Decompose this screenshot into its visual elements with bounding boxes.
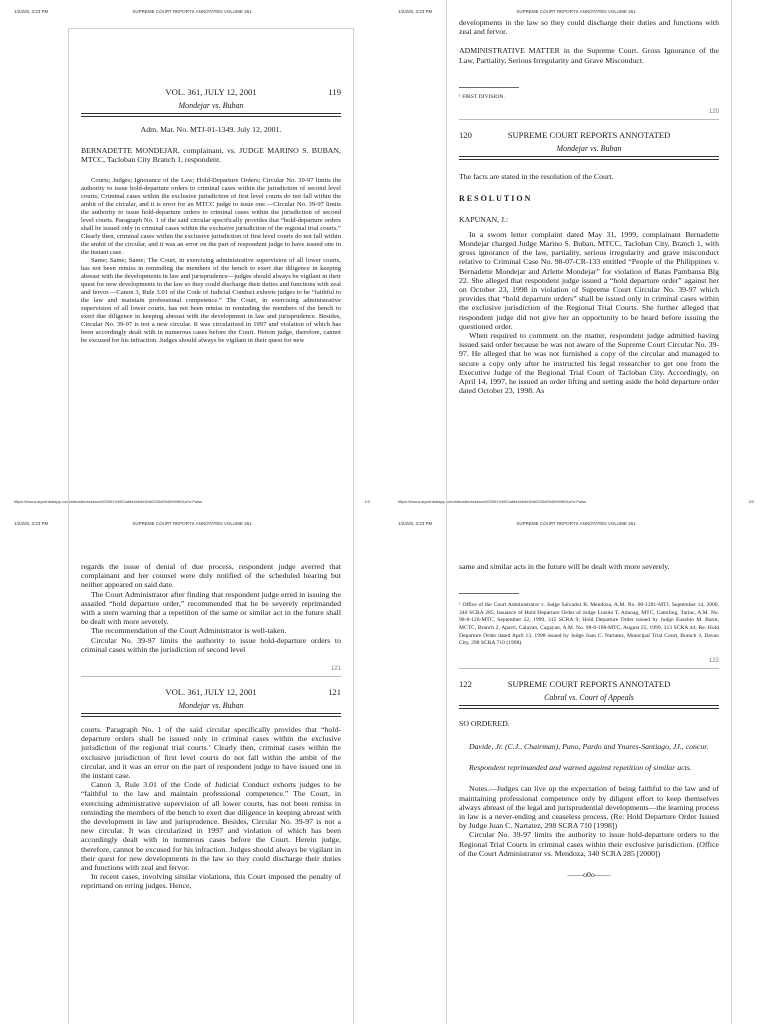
report-page-121 [68, 512, 354, 1024]
paragraph-circular: Circular No. 39-97 limits the authority to issue hold-departure orders to criminal cases within the jurisdiction of second level [81, 635, 341, 654]
print-header [14, 9, 370, 17]
case-subtitle: Mondejar vs. Buban [81, 701, 341, 714]
paragraph-continued: same and similar acts in the future will be dealt with more severely. [459, 562, 670, 571]
page-number: 120 [459, 130, 472, 141]
print-date: 1/23/25, 3:23 PM [398, 9, 433, 14]
page-number: 121 [328, 687, 341, 698]
facts-note: The facts are stated in the resolution of the Court. [459, 172, 614, 182]
print-title: SUPREME COURT REPORTS ANNOTATED VOLUME 361 [132, 521, 252, 526]
paragraph-courts: courts. Paragraph No. 1 of the said circular specifically provides that “hold-departure orders shall be issued only in criminal cases within the exclusive jurisdiction of the regional trial courts.’ Clearly then, criminal cases within the exclusive jurisdiction of first level courts do not fall within the ambit of the circular, and it was an error on the part of respondent judge to have issued one in the instant case. [81, 725, 341, 781]
volume-date: VOL. 361, JULY 12, 2001 [165, 87, 257, 97]
reporter-title: SUPREME COURT REPORTS ANNOTATED [507, 130, 671, 141]
print-title: SUPREME COURT REPORTS ANNOTATED VOLUME 361 [516, 521, 636, 526]
resolution-heading: RESOLUTION [459, 193, 533, 203]
case-subtitle: Cabral vs. Court of Appeals [459, 693, 719, 706]
running-head [459, 130, 719, 144]
print-date: 1/23/25, 3:23 PM [14, 521, 49, 526]
reporter-title: SUPREME COURT REPORTS ANNOTATED [507, 678, 671, 689]
end-mark: ——o0o—— [567, 870, 611, 879]
print-title: SUPREME COURT REPORTS ANNOTATED VOLUME 361 [132, 9, 252, 14]
report-page-122 [446, 512, 732, 1024]
syllabus-1: Courts; Judges; Ignorance of the Law; Hold-Departure Orders; Circular No. 39-97 limits the authority to issue hold-departure orders to criminal cases within the jurisdiction of second level courts; Criminal cases within the exclusive jurisdiction of first level courts do not fall within the ambit of the circular, and it is error for an MTCC judge to issue one.—Circular No. 39-97 limits the authority to issue hold-departure orders to criminal cases within the jurisdiction of second level courts. Paragraph No. 1 of the said circular specifically provides that “hold-departure orders shall be issued only in criminal cases within the exclusive jurisdiction of the regional trial courts.” Clearly then, criminal cases within the exclusive jurisdiction of first level courts do not fall within the ambit of the circular, and it was an error on the part of respondent judge to have issued one in the instant case. [81, 176, 341, 256]
page-marker: 120 [708, 109, 719, 116]
syllabus-2: Same; Same; Same; The Court, in exercising administrative supervision of all lower courts, has not been remiss in reminding the members of the bench to exert due diligence in keeping abreast with the developments in law and jurisprudence—judges should always be vigilant in their quest for new developments in the law so they could discharge their duties and functions with zeal and fervor.—Canon 3, Rule 3.01 of the Code of Judicial Conduct exhorts judges to be “faithful to the law and maintain professional competence.” The Court, in exercising administrative supervision of all lower courts, has not been remiss in reminding the members of the bench to exert due diligence in keeping abreast with the development in law and jurisprudence. Besides, Circular No. 39-97 is not a new circular. It was circularized in 1997 and violation of which has been accordingly dealt with in numerous cases before the Court. Herein judge, therefore, cannot be excused for his infraction. Judges should always be vigilant in their quest for new [81, 256, 341, 344]
print-date: 1/23/25, 3:23 PM [14, 9, 49, 14]
running-head [81, 87, 341, 101]
admin-matter: ADMINISTRATIVE MATTER in the Supreme Court. Gross Ignorance of the Law, Partiality, Serious Irregularity and Grave Misconduct. [459, 46, 719, 65]
footnote: ¹ FIRST DIVISION. [459, 93, 505, 100]
notes-2: Circular No. 39-97 limits the authority to issue hold-departure orders to the Regional Trial Courts in criminal cases within their exclusive jurisdiction. (Office of the Court Administrator vs. Mendoza, 340 SCRA 285 [2000]) [459, 830, 719, 858]
parties: BERNADETTE MONDEJAR, complainant, vs. JUDGE MARINO S. BUBAN, MTCC, Tacloban City Branch 1, respondent. [81, 146, 341, 165]
adm-matter-number: Adm. Mat. No. MTJ-01-1349. July 12, 2001. [140, 125, 282, 134]
print-title: SUPREME COURT REPORTS ANNOTATED VOLUME 361 [516, 9, 636, 14]
case-subtitle: Mondejar vs. Buban [81, 101, 341, 114]
ponente: KAPUNAN, J.: [459, 214, 509, 224]
volume-date: VOL. 361, JULY 12, 2001 [165, 687, 257, 698]
print-page: 1/3 [364, 499, 370, 504]
footnote: ¹ Office of the Court Administrator v. Judge Salvador B. Mendoza, A.M. No. 00-1281-MTJ, September 14, 2000, 340 SCRA 285; Issuance of Hold Departure Order of Judge Luisito T. Adaoag, MTC, Camiling, Tarlac, A.M. No. 98-8-126-MTC, September 22, 1999, 315 SCRA 9; Hold Departure Order issued by Judge Eusebio M. Barot, MCTC, Branch 2, Aparri, Calayan, Cagayan, A.M. No. 98-8-108-MTC, August 25, 1999, 313 SCRA 44; Re: Hold Departure Order dated April 13, 1998 issued by Judge Juan C. Nartatez, Municipal Trial Court, Branch 3, Davao City, 298 SCRA 710 (1998). [459, 602, 719, 647]
report-page-119 [68, 28, 354, 513]
print-date: 1/23/25, 3:23 PM [398, 521, 433, 526]
concurrence: Davide, Jr. (C.J., Chairman), Puno, Pardo and Ynares-Santiago, JJ., concur. [469, 741, 709, 751]
page-number: 119 [328, 87, 341, 97]
page-number: 122 [459, 678, 472, 689]
report-page-120 [446, 0, 732, 540]
paragraph-2: When required to comment on the matter, respondent judge admitted having issued said order because he was not aware of the Supreme Court Circular No. 39-97. He alleged that he was not furnished a copy of the circular and managed to secure a copy only after he instructed his legal researcher to get one from the Executive Judge of the Regional Trial Court of Tacloban City. Accordingly, on April 14, 1997, he issued an order lifting and setting aside the hold departure order dated October 23, 1998. As [459, 331, 719, 396]
paragraph-canon: Canon 3, Rule 3.01 of the Code of Judicial Conduct exhorts judges to be “faithful to the law and maintain professional competence.” The Court, in exercising administrative supervision of all lower courts, has not been remiss in reminding the members of the bench to exert due diligence in keeping abreast with the development in law and jurisprudence. Besides, Circular No. 39-97 is not a new circular. It was circularized in 1997 and violation of which has been accordingly dealt with in numerous cases before the Court. Herein judge, therefore, cannot be excused for his infraction. Judges should always be vigilant in their quest for new developments in the law so they could discharge their duties and functions with zeal and fervor. [81, 780, 341, 873]
continued-syllabus: developments in the law so they could discharge their duties and functions with zeal and fervor. [459, 18, 719, 37]
page-marker: 121 [330, 666, 341, 673]
paragraph-recommendation: The recommendation of the Court Administrator is well-taken. [91, 626, 287, 636]
print-url: https://escra.mycentralapp.com/sfreader/session/00000194920a6f44b64e82d0030d0949059604a?t=False [398, 499, 587, 504]
paragraph-recent-cases: In recent cases, involving similar violations, this Court imposed the penalty of reprimand on erring judges. Hence, [81, 872, 341, 891]
print-url: https://escra.mycentralapp.com/sfreader/session/00000194920a6f44b64e82d0030d0949059604a?t=False [14, 499, 203, 504]
running-head [81, 687, 341, 701]
paragraph-court-admin: The Court Administrator after finding that respondent judge erred in issuing the assailed “hold departure order,” recommended that he be severely reprimanded with a stern warning that a repetition of the same or similar act in the future shall be dealt with more severely. [81, 589, 341, 627]
case-subtitle: Mondejar vs. Buban [459, 144, 719, 157]
print-page: 2/3 [748, 499, 754, 504]
paragraph-due-process: regards the issue of denial of due process, respondent judge averred that complainant and her counsel were duly notified of the scheduled hearing but neither appeared on said date. [81, 562, 341, 590]
notes: Notes.—Judges can live up the expectation of being faithful to the law and of maintaining professional competence only by diligent effort to keep themselves always abreast of the legal and jurisprudential developments—the learning process in law is a never-ending and ceaseless process. (Re: Hold Departure Order Issued by Judge Juan C. Nartatez, 298 SCRA 710 [1998]) [459, 784, 719, 831]
paragraph-1: In a sworn letter complaint dated May 31, 1999, complainant Bernadette Mondejar charged Judge Marino S. Buban, MTCC, Tacloban City, Branch 1, with gross ignorance of the law, partiality, serious irregularity and grave misconduct relative to Criminal Case No. 98-07-CR-133 entitled “People of the Philippines v. Bernadette Mondejar and Arlette Mondejar” for violation of Batas Pambansa Blg 22. She alleged that respondent judge issued a “hold departure order” against her on October 23, 1998 in violation of Supreme Court Circular No. 39-97 which provides that “hold departure orders” shall be issued only in criminal cases within the exclusive jurisdiction of the Regional Trial Courts. She further alleged that respondent judge did not give her an opportunity to be heard before issuing the questioned order. [459, 229, 719, 331]
disposition: Respondent reprimanded and warned against repetition of similar acts. [469, 763, 692, 773]
running-head [459, 679, 719, 693]
page-marker: 122 [708, 657, 719, 664]
so-ordered: SO ORDERED. [459, 718, 510, 728]
